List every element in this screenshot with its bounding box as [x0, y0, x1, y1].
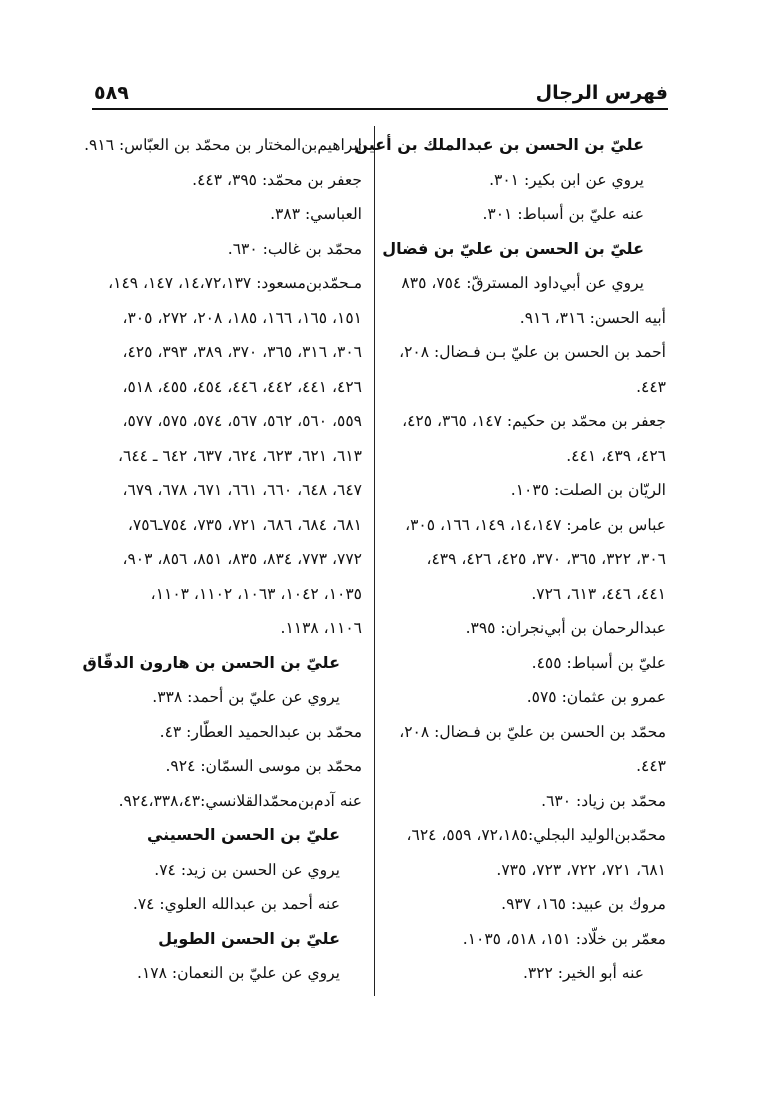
index-line: عباس بن عامر: ١٤،١٤٧، ١٤٩، ١٦٦، ٣٠٥، [405, 515, 666, 534]
index-line: ١٥١، ١٦٥، ١٦٦، ١٨٥، ٢٠٨، ٢٧٢، ٣٠٥، [122, 308, 362, 327]
index-line: أبيه الحسن: ٣١٦، ٩١٦. [519, 308, 666, 327]
header-rule [92, 108, 668, 110]
index-line: عليّ بن أسباط: ٤٥٥. [531, 653, 666, 672]
left-column [82, 128, 362, 991]
index-line: ٦١٣، ٦٢١، ٦٢٣، ٦٢٤، ٦٣٧، ٦٤٢ ـ ٦٤٤، [118, 446, 362, 465]
index-line: عنه آدم‌بن‌محمّدالقلانسي:٩٢٤،٣٣٨،٤٣. [118, 791, 362, 810]
index-line: ٦٤٧، ٦٤٨، ٦٦٠، ٦٦١، ٦٧١، ٦٧٨، ٦٧٩، [122, 481, 362, 499]
index-line: ٥٥٩، ٥٦٠، ٥٦٢، ٥٦٧، ٥٧٤، ٥٧٥، ٥٧٧، [122, 412, 362, 430]
index-line: يروي عن أبي‌داود المسترقّ: ٧٥٤، ٨٣٥ [401, 274, 644, 292]
running-title: فهرس الرجال [535, 82, 668, 104]
index-line: ١١٠٦، ١١٣٨. [280, 619, 362, 637]
index-line: ٣٠٦، ٣١٦، ٣٦٥، ٣٧٠، ٣٨٩، ٣٩٣، ٤٢٥، [122, 343, 362, 361]
page-number: ٥٨٩ [94, 82, 129, 104]
index-line: عنه أبو الخير: ٣٢٢. [522, 964, 644, 982]
index-line: ٤٤٣. [636, 377, 666, 396]
running-header [94, 74, 668, 104]
entry-heading: عليّ بن الحسن الحسيني [146, 825, 340, 844]
index-line: يروي عن ابن بكير: ٣٠١. [489, 170, 644, 189]
index-line: أحمد بن الحسن بن عليّ بـن فـضال: ٢٠٨، [399, 343, 666, 361]
index-line: ٣٠٦، ٣٢٢، ٣٦٥، ٣٧٠، ٤٢٥، ٤٢٦، ٤٣٩، [426, 550, 666, 568]
index-line: ٤٤١، ٤٤٦، ٦١٣، ٧٢٦. [531, 584, 666, 603]
index-line: محمّد بن الحسن بن عليّ بن فـضال: ٢٠٨، [399, 722, 666, 741]
index-line: يروي عن عليّ بن أحمد: ٣٣٨. [152, 688, 340, 706]
index-line: يروي عن عليّ بن النعمان: ١٧٨. [137, 964, 340, 982]
entry-heading: عليّ بن الحسن بن عبدالملك بن أعين [354, 135, 644, 154]
index-line: عنه أحمد بن عبدالله العلوي: ٧٤. [132, 895, 340, 913]
index-line: مـحمّدبن‌مسعود: ١٤،٧٢،١٣٧، ١٤٧، ١٤٩، [108, 274, 362, 292]
index-line: ٧٧٢، ٧٧٣، ٨٣٤، ٨٣٥، ٨٥١، ٨٥٦، ٩٠٣، [122, 550, 362, 568]
index-line: الريّان بن الصلت: ١٠٣٥. [510, 481, 666, 499]
entry-heading: عليّ بن الحسن الطويل [158, 928, 340, 948]
index-line: محمّدبن‌الوليد البجلي:٧٢،١٨٥، ٥٥٩، ٦٢٤، [406, 826, 666, 844]
index-line: ١٠٣٥، ١٠٤٢، ١٠٦٣، ١١٠٢، ١١٠٣، [150, 584, 362, 603]
index-line: جعفر بن محمّد بن حكيم: ١٤٧، ٣٦٥، ٤٢٥، [402, 412, 666, 430]
index-line: يروي عن الحسن بن زيد: ٧٤. [154, 860, 340, 879]
index-line: معمّر بن خلّاد: ١٥١، ٥١٨، ١٠٣٥. [462, 929, 666, 948]
index-line: عمرو بن عثمان: ٥٧٥. [526, 688, 666, 706]
index-line: محمّد بن زياد: ٦٣٠. [541, 791, 666, 810]
index-line: ٤٢٦، ٤٣٩، ٤٤١. [566, 446, 666, 465]
index-line: جعفر بن محمّد: ٣٩٥، ٤٤٣. [192, 170, 362, 189]
index-line: عبدالرحمان بن أبي‌نجران: ٣٩٥. [465, 619, 666, 637]
index-line: إبراهيم‌بن‌المختار بن محمّد بن العبّاس: ٩١٦. [84, 136, 362, 154]
column-divider [374, 126, 375, 996]
index-line: محمّد بن موسى السمّان: ٩٢٤. [165, 757, 362, 775]
entry-heading: عليّ بن الحسن بن عليّ بن فضال [382, 238, 644, 258]
index-line: محمّد بن غالب: ٦٣٠. [227, 239, 362, 258]
entry-heading: عليّ بن الحسن بن هارون الدقّاق [82, 652, 340, 672]
index-line: ٦٨١، ٧٢١، ٧٢٢، ٧٢٣، ٧٣٥. [496, 860, 666, 879]
index-line: مروك بن عبيد: ١٦٥، ٩٣٧. [501, 895, 666, 913]
index-line: محمّد بن عبدالحميد العطّار: ٤٣. [159, 722, 362, 741]
index-line: ٦٨١، ٦٨٤، ٦٨٦، ٧٢١، ٧٣٥، ٧٥٤ـ٧٥٦، [127, 515, 362, 534]
index-line: عنه عليّ بن أسباط: ٣٠١. [482, 205, 644, 223]
index-line: ٤٢٦، ٤٤١، ٤٤٢، ٤٤٦، ٤٥٤، ٤٥٥، ٥١٨، [122, 377, 362, 396]
index-line: ٤٤٣. [636, 757, 666, 775]
index-line: العباسي: ٣٨٣. [270, 205, 362, 223]
right-column [354, 128, 666, 991]
